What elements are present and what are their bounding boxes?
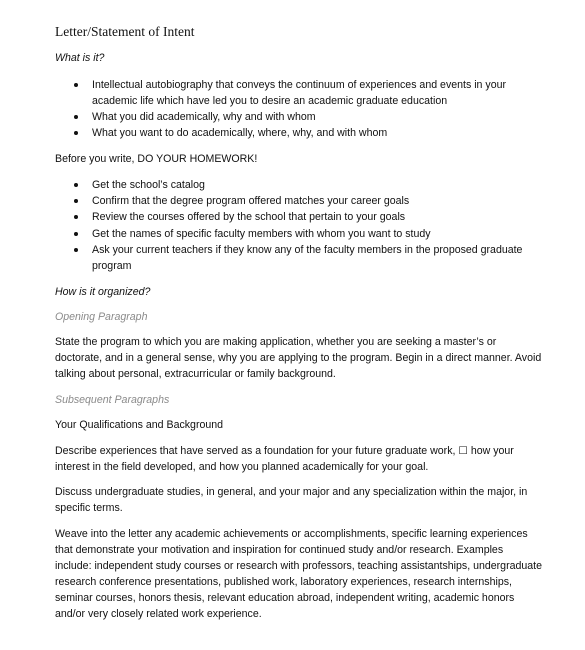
list-item (0, 195, 585, 209)
paragraph-line: talking about personal, extracurricular or family background. (55, 368, 336, 380)
paragraph-line: doctorate, and in a general sense, why you are applying to the program. Begin in a direct manner. Avoid (55, 352, 542, 364)
list-item-text: Review the courses offered by the school that pertain to your goals (92, 211, 406, 223)
paragraph-line: interest in the field developed, and how you planned academically for your goal. (55, 461, 429, 473)
list-item-text-continued: academic life which have led you to desire an academic graduate education (92, 95, 448, 107)
paragraph-line: specific terms. (55, 502, 123, 514)
paragraph-line: and/or very closely related work experience. (55, 608, 262, 620)
paragraph-line: Weave into the letter any academic achievements or accomplishments, specific learning experiences (55, 528, 528, 540)
paragraph-line: Describe experiences that have served as a foundation for your future graduate work, ☐ how your (55, 445, 514, 457)
bullet-icon (74, 83, 78, 87)
how-organized-heading: How is it organized? (55, 286, 151, 298)
list-item (0, 244, 585, 272)
opening-paragraph-heading: Opening Paragraph (55, 311, 148, 323)
list-item-text: Intellectual autobiography that conveys the continuum of experiences and events in your (92, 79, 507, 91)
paragraph-line: that demonstrate your motivation and inspiration for continued study and/or research. Examples (55, 544, 504, 556)
list-item (0, 228, 585, 242)
paragraph-line: include: independent study courses or research with professors, teaching assistantships, undergraduate (55, 560, 543, 572)
bullet-icon (74, 131, 78, 135)
bullet-icon (74, 183, 78, 187)
what-is-it-heading: What is it? (55, 52, 105, 64)
paragraph-line: research conference presentations, published work, laboratory experiences, research internships, (55, 576, 512, 588)
bullet-icon (74, 248, 78, 252)
list-item-text: Get the names of specific faculty members with whom you want to study (92, 228, 431, 240)
before-you-write-line: Before you write, DO YOUR HOMEWORK! (55, 153, 258, 165)
bullet-icon (74, 199, 78, 203)
list-item-text: Get the school’s catalog (92, 179, 205, 191)
bullet-icon (74, 232, 78, 236)
list-item (0, 79, 585, 107)
qualifications-heading: Your Qualifications and Background (55, 419, 224, 431)
list-item-text: Ask your current teachers if they know any of the faculty members in the proposed graduate (92, 244, 523, 256)
list-item (0, 211, 585, 225)
list-item (0, 127, 585, 141)
bullet-icon (74, 115, 78, 119)
bullet-icon (74, 215, 78, 219)
paragraph-line: seminar courses, honors thesis, relevant education abroad, independent writing, academic honors (55, 592, 515, 604)
document-title: Letter/Statement of Intent (55, 24, 195, 39)
paragraph-line: Discuss undergraduate studies, in general, and your major and any specialization within the major, in (55, 486, 528, 498)
paragraph-line: State the program to which you are making application, whether you are seeking a master’s or (55, 336, 497, 348)
subsequent-paragraphs-heading: Subsequent Paragraphs (55, 394, 170, 406)
list-item-text-continued: program (92, 260, 132, 272)
list-item-text: What you want to do academically, where, why, and with whom (92, 127, 388, 139)
list-item (0, 111, 585, 125)
list-item-text: Confirm that the degree program offered matches your career goals (92, 195, 410, 207)
list-item-text: What you did academically, why and with whom (92, 111, 316, 123)
list-item (0, 179, 585, 193)
